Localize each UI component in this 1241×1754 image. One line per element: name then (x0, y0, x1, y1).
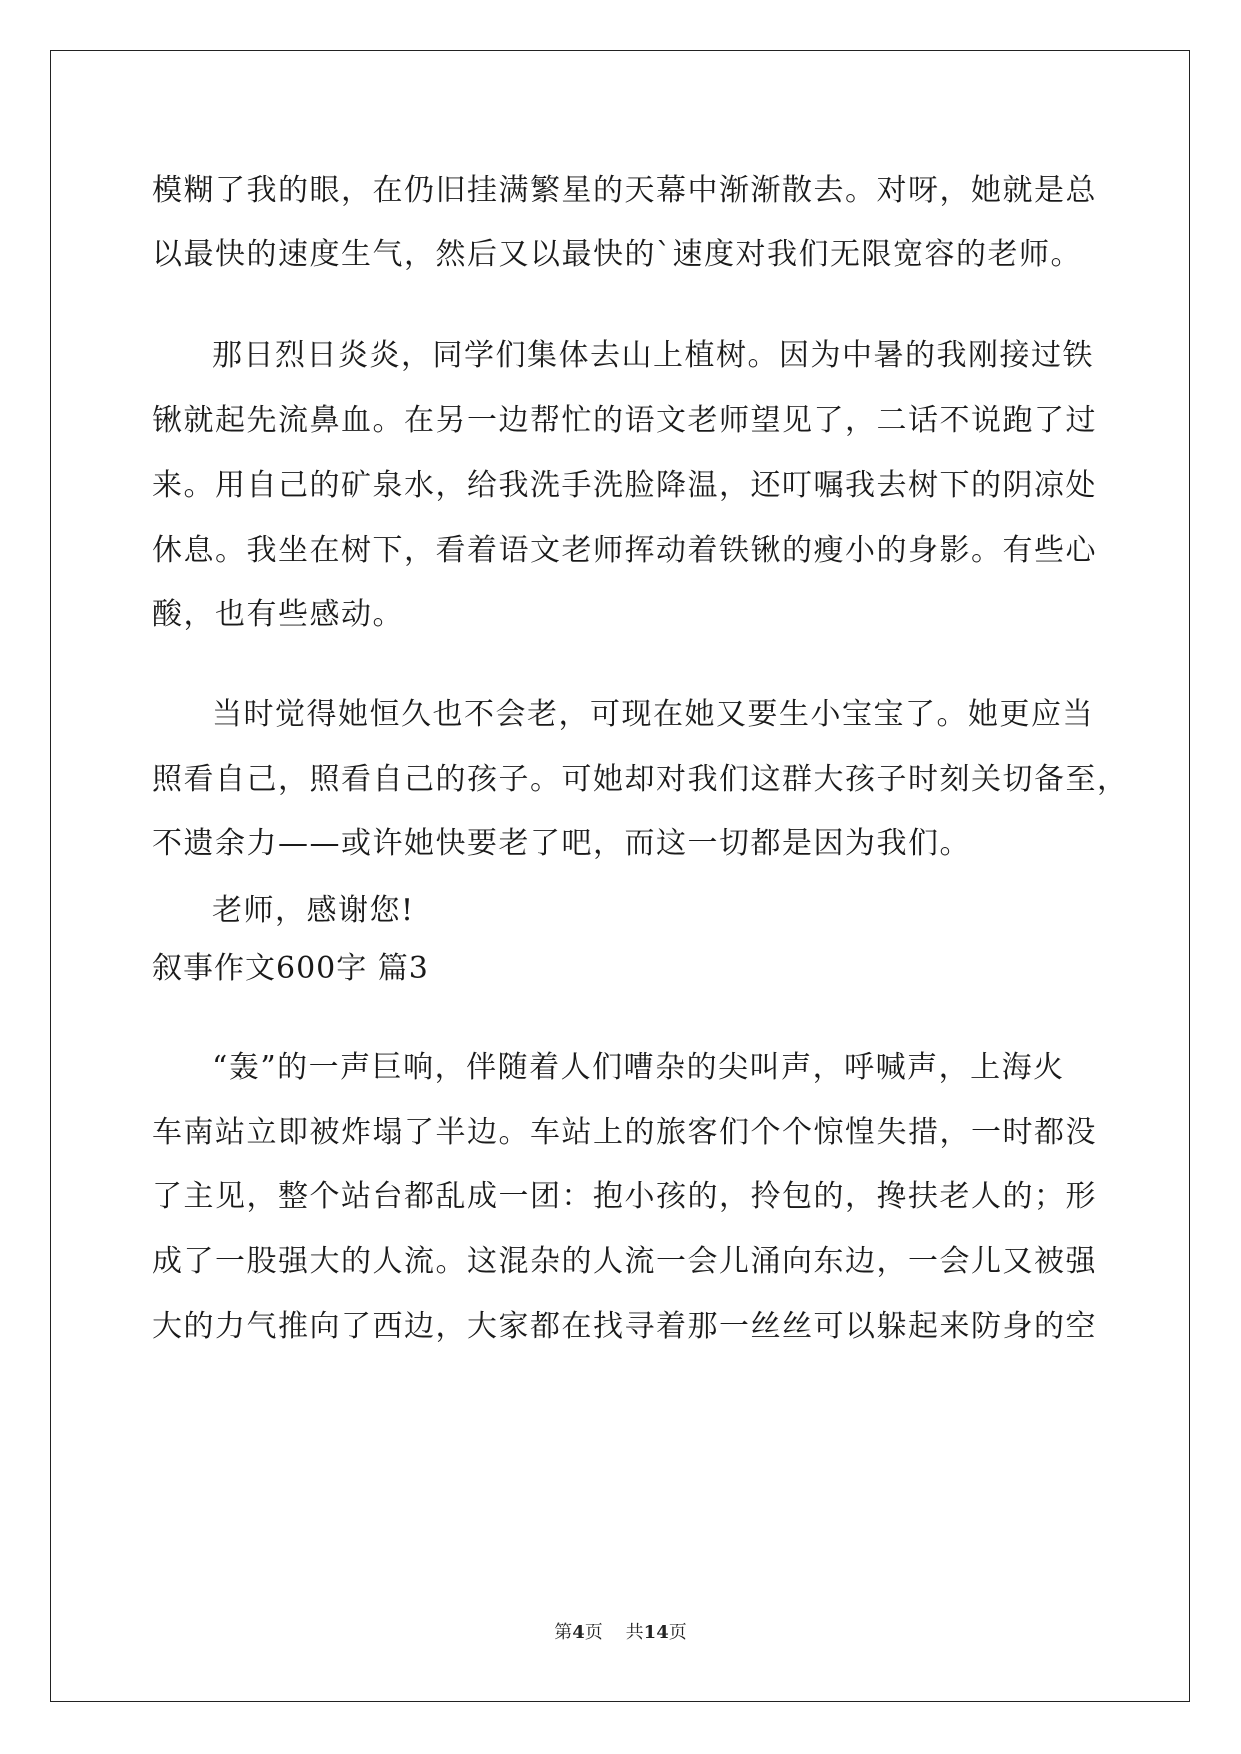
body-line: 不遗余力——或许她快要老了吧，而这一切都是因为我们。 (152, 826, 971, 861)
body-line: 休息。我坐在树下，看着语文老师挥动着铁锹的瘦小的身影。有些心 (152, 533, 1097, 568)
footer-total-prefix: 共 (625, 1622, 644, 1643)
body-line: 以最快的速度生气，然后又以最快的`速度对我们无限宽容的老师。 (152, 237, 1082, 272)
current-page-number: 4 (572, 1622, 585, 1643)
page-footer (0, 1621, 1241, 1645)
body-line: 成了一股强大的人流。这混杂的人流一会儿涌向东边，一会儿又被强 (152, 1244, 1097, 1279)
body-line: 来。用自己的矿泉水，给我洗手洗脸降温，还叮嘱我去树下的阴凉处 (152, 468, 1097, 503)
section-heading: 叙事作文600字 篇3 (152, 951, 429, 986)
body-line: 模糊了我的眼，在仍旧挂满繁星的天幕中渐渐散去。对呀，她就是总 (152, 173, 1097, 208)
footer-prefix: 第 (554, 1622, 573, 1643)
body-line: 大的力气推向了西边，大家都在找寻着那一丝丝可以躲起来防身的空 (152, 1309, 1097, 1344)
paragraph-first-line: 那日烈日炎炎，同学们集体去山上植树。因为中暑的我刚接过铁 (212, 338, 1094, 373)
page-border (50, 50, 1190, 1702)
body-line: 车南站立即被炸塌了半边。车站上的旅客们个个惊惶失措，一时都没 (152, 1115, 1097, 1150)
body-line: 酸，也有些感动。 (152, 597, 404, 632)
footer-page-suffix: 页 (584, 1622, 603, 1643)
footer-total-suffix: 页 (668, 1622, 687, 1643)
paragraph-first-line: “轰”的一声巨响，伴随着人们嘈杂的尖叫声，呼喊声，上海火 (212, 1050, 1065, 1085)
total-page-count: 14 (643, 1622, 669, 1643)
paragraph-first-line: 当时觉得她恒久也不会老，可现在她又要生小宝宝了。她更应当 (212, 697, 1094, 732)
body-line: 了主见，整个站台都乱成一团：抱小孩的，拎包的，搀扶老人的；形 (152, 1179, 1097, 1214)
body-line: 照看自己，照看自己的孩子。可她却对我们这群大孩子时刻关切备至， (152, 762, 1129, 797)
paragraph-first-line: 老师，感谢您! (212, 893, 415, 928)
body-line: 锹就起先流鼻血。在另一边帮忙的语文老师望见了，二话不说跑了过 (152, 403, 1097, 438)
